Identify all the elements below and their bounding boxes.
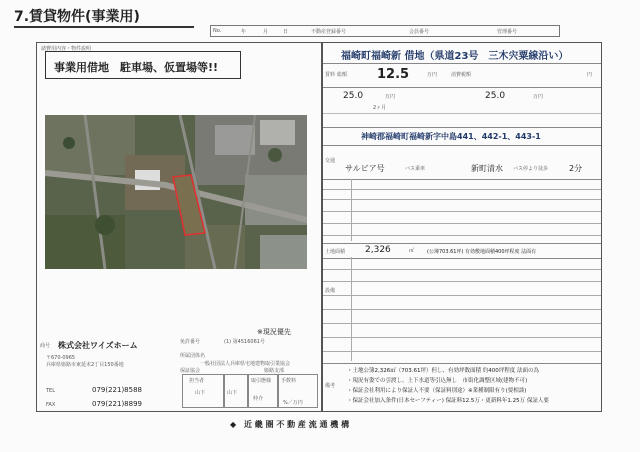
bus-label: バス乗車 — [405, 166, 426, 172]
footer-org: 近 畿 圏 不 動 産 流 通 機 構 — [244, 420, 350, 429]
deal-type-cell — [248, 374, 278, 408]
transport-row — [323, 145, 601, 180]
key-money-value: 25.0 — [485, 91, 506, 101]
mediation-mark: 仲介 — [253, 396, 264, 402]
fee-cell — [278, 374, 318, 408]
staff-cell-2 — [224, 374, 248, 408]
note-line: ・土地公簿2,326㎡（703.61坪）但し、有効坪数面積 約400坪程度 法面の為 — [347, 368, 539, 374]
eq-line-6 — [323, 337, 601, 338]
rent-unit: 万円 — [427, 72, 438, 78]
tel-number: 079(221)8588 — [92, 386, 142, 394]
deposit-divider — [323, 113, 601, 114]
notes-block — [323, 363, 601, 414]
headline-box — [45, 51, 241, 79]
area-unit: ㎡ — [409, 248, 415, 254]
walk-label: バス停より徒歩 — [513, 166, 549, 172]
equipment-grid — [323, 257, 601, 361]
eq-vline — [351, 257, 352, 361]
grid-line-5 — [323, 235, 601, 236]
station-1: サルビア号 — [345, 164, 385, 173]
deposit-months: 2ヶ月 — [373, 105, 387, 111]
rent-value: 12.5 — [377, 67, 410, 82]
tel-label: TEL — [46, 388, 55, 394]
grid-line-2 — [323, 199, 601, 200]
grid-line-4 — [323, 223, 601, 224]
location-row — [323, 127, 601, 146]
eq-line-5 — [323, 323, 601, 324]
staff-name-1: 山下 — [195, 390, 206, 396]
company-name: 株式会社ワイズホーム — [58, 341, 138, 350]
tax-label: 消費税額 — [451, 72, 472, 78]
note-line: ・保証会社加入条件(日本セーフティー) 保証料12.5万・更新料年1.25万 保証人要 — [347, 398, 549, 404]
year-label: 年 — [241, 29, 247, 35]
postal-code: 〒670-0965 — [46, 355, 76, 361]
walk-value: 2分 — [569, 164, 583, 173]
company-address: 兵庫県姫路市東延末2丁目150番地 — [46, 362, 124, 368]
key-money-unit: 万円 — [533, 94, 544, 100]
map-caption: ※現況優先 — [257, 328, 291, 336]
deal-type-label: 取引態様 — [251, 378, 272, 384]
area-note: (公簿703.61坪) 有効敷地面積400坪程度 法面有 — [427, 249, 537, 255]
staff-cell-1 — [182, 374, 224, 408]
title-underline — [14, 26, 194, 28]
property-title-row — [323, 43, 601, 64]
note-line: ・保証会社利用により保証人不要（保証料別途）※業種制限有り(要相談) — [347, 388, 527, 394]
note-line: ・現況有姿での引渡し。上下水道等引込無し 市街化調整区域(建物不可) — [347, 378, 528, 384]
fee-label: 手数料 — [281, 378, 297, 384]
license-block — [180, 338, 322, 412]
guarantee-value: 姫路支部 — [264, 368, 285, 374]
route-label: 交通 — [325, 158, 336, 164]
day-label: 日 — [283, 29, 289, 35]
eq-line-1 — [323, 269, 601, 270]
month-label: 月 — [263, 29, 269, 35]
headline: 事業用借地 駐車場、仮置場等!! — [54, 61, 219, 74]
notes-label: 備考 — [325, 383, 336, 389]
reg-number-label: 不動産登録番号 — [311, 29, 347, 35]
section-label: 諸費用内容・物件説明 — [41, 46, 92, 52]
rent-label: 賃料 — [325, 72, 336, 78]
area-value: 2,326 — [365, 245, 391, 255]
station-2: 新町清水 — [471, 164, 503, 173]
no-label: No. — [213, 28, 222, 34]
eq-line-3 — [323, 295, 601, 296]
staff-name-2: 山下 — [227, 390, 238, 396]
registration-header — [210, 25, 560, 37]
fax-label: FAX — [46, 402, 56, 408]
grid-line-3 — [323, 211, 601, 212]
deposit-unit: 万円 — [385, 94, 396, 100]
property-title: 福崎町福崎新 借地（県道23号 三木宍粟線沿い） — [341, 51, 569, 62]
area-label: 土地面積 — [325, 249, 346, 255]
location-value: 神崎郡福崎町福崎新字中島441、442-1、443-1 — [361, 132, 541, 141]
page-title: 7.賃貸物件(事業用) — [14, 9, 140, 25]
guarantee-label: 保証協会 — [180, 368, 201, 374]
page-title-wrap — [14, 6, 140, 26]
deposit-value: 25.0 — [343, 91, 364, 101]
building-grid — [323, 179, 601, 241]
assoc-value: 一般社団法人兵庫県宅地建物取引業協会 — [200, 361, 291, 367]
footer-diamond-icon: ◆ — [230, 420, 237, 429]
deposit-row — [323, 87, 601, 128]
equipment-label: 設備 — [325, 288, 336, 294]
license-label: 免許番号 — [180, 339, 201, 345]
rent-sub: 総額 — [337, 72, 348, 78]
grid-line-1 — [323, 189, 601, 190]
fax-number: 079(221)8899 — [92, 400, 142, 408]
fee-value: %／万円 — [283, 400, 303, 406]
eq-line-4 — [323, 309, 601, 310]
notes-list — [347, 366, 549, 406]
assoc-label: 所属団体名 — [180, 353, 206, 359]
grid-vline — [351, 179, 352, 241]
license-value: (1) 第4516061号 — [224, 339, 265, 345]
right-panel — [322, 42, 602, 412]
eq-line-7 — [323, 351, 601, 352]
eq-line-2 — [323, 281, 601, 282]
tax-unit: 円 — [587, 72, 593, 78]
member-number-label: 会員番号 — [409, 29, 430, 35]
company-prefix: 商号 — [40, 343, 51, 349]
staff-label-1: 担当者 — [189, 378, 205, 384]
mgmt-number-label: 管理番号 — [497, 29, 518, 35]
aerial-photo — [45, 115, 307, 269]
rent-row — [323, 63, 601, 88]
footer — [200, 418, 460, 432]
aerial-map — [45, 115, 307, 269]
